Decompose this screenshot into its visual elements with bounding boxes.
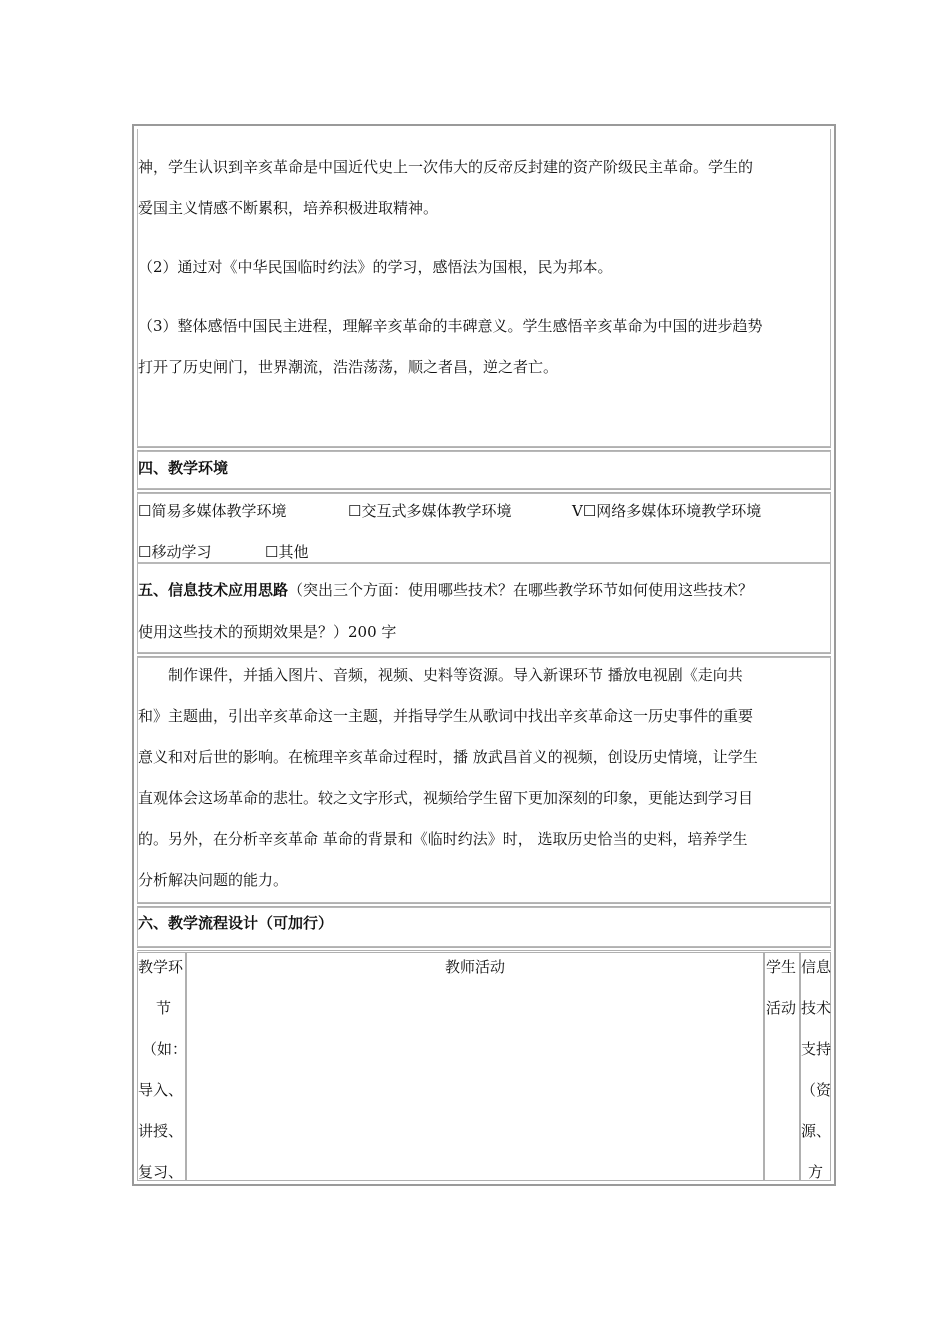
column-header-text: （如： <box>142 1040 188 1058</box>
column-header-text: 源、 <box>801 1122 832 1140</box>
column-header-text: 导入、 <box>138 1081 184 1099</box>
lesson-plan-table <box>132 124 836 1186</box>
objective-text-line: （2）通过对《中华民国临时约法》的学习，感悟法为国根，民为邦本。 <box>138 258 613 276</box>
objective-text-line: （3）整体感悟中国民主进程，理解辛亥革命的丰碑意义。学生感悟辛亥革命为中国的进步趋势 <box>138 317 763 335</box>
column-header-text: 信息 <box>801 958 832 976</box>
section-heading-note: （突出三个方面：使用哪些技术？在哪些教学环节如何使用这些技术？ <box>288 581 754 599</box>
column-it-support <box>800 952 831 1181</box>
body-text-line: 的。另外，在分析辛亥革命 革命的背景和《临时约法》时， 选取历史恰当的史料，培养学生 <box>138 830 748 848</box>
column-header-text: 复习、 <box>138 1163 184 1181</box>
environment-heading-cell <box>137 451 831 489</box>
option-simple-multimedia[interactable]: ☐简易多媒体教学环境 <box>138 502 287 520</box>
environment-options-cell <box>137 493 831 563</box>
option-network-multimedia[interactable]: V☐网络多媒体环境教学环境 <box>572 502 762 520</box>
section-heading-note: 使用这些技术的预期效果是？）200 字 <box>138 623 397 641</box>
column-header-text: （资 <box>801 1081 832 1099</box>
section-heading <box>138 583 753 598</box>
body-text-line: 直观体会这场革命的悲壮。较之文字形式，视频给学生留下更加深刻的印象，更能达到学习目 <box>138 789 754 807</box>
flow-design-heading-cell <box>137 907 831 947</box>
column-header-text: 方 <box>808 1163 824 1181</box>
body-text-line: 分析解决问题的能力。 <box>138 871 289 889</box>
body-text-line: 意义和对后世的影响。在梳理辛亥革命过程时，播 放武昌首义的视频，创设历史情境，让学生 <box>138 748 758 766</box>
option-other[interactable]: ☐其他 <box>265 543 309 561</box>
body-text-line: 和》主题曲，引出辛亥革命这一主题，并指导学生从歌词中找出辛亥革命这一历史事件的重要 <box>138 707 754 725</box>
section-heading: 六、教学流程设计（可加行） <box>138 914 334 932</box>
column-header-text: 活动 <box>766 999 797 1017</box>
option-interactive-multimedia[interactable]: ☐交互式多媒体教学环境 <box>348 502 512 520</box>
column-student-activity <box>764 952 800 1181</box>
objective-text-line: 打开了历史闸门，世界潮流，浩浩荡荡，顺之者昌，逆之者亡。 <box>138 358 559 376</box>
body-text-line: 制作课件，并插入图片、音频，视频、史料等资源。导入新课环节 播放电视剧《走向共 <box>168 666 743 684</box>
objectives-cell <box>137 129 831 447</box>
it-approach-heading-cell <box>137 563 831 653</box>
objective-text-line: 爱国主义情感不断累积，培养积极进取精神。 <box>138 199 439 217</box>
column-teaching-phase <box>137 952 186 1181</box>
it-approach-body-cell <box>137 657 831 903</box>
objective-text-line: 神，学生认识到辛亥革命是中国近代史上一次伟大的反帝反封建的资产阶级民主革命。学生的 <box>138 158 754 176</box>
option-mobile-learning[interactable]: ☐移动学习 <box>138 543 212 561</box>
row-divider <box>137 947 831 951</box>
column-teacher-activity <box>186 952 764 1181</box>
column-header-text: 支持 <box>801 1040 832 1058</box>
column-header-text: 讲授、 <box>138 1122 184 1140</box>
section-heading: 四、教学环境 <box>138 459 229 477</box>
column-header-text: 技术 <box>801 999 832 1017</box>
column-header-text: 教师活动 <box>444 958 505 976</box>
column-header-text: 节 <box>156 999 172 1017</box>
column-header-text: 教学环 <box>138 958 184 976</box>
section-heading-title: 五、信息技术应用思路 <box>138 581 289 599</box>
column-header-text: 学生 <box>766 958 797 976</box>
